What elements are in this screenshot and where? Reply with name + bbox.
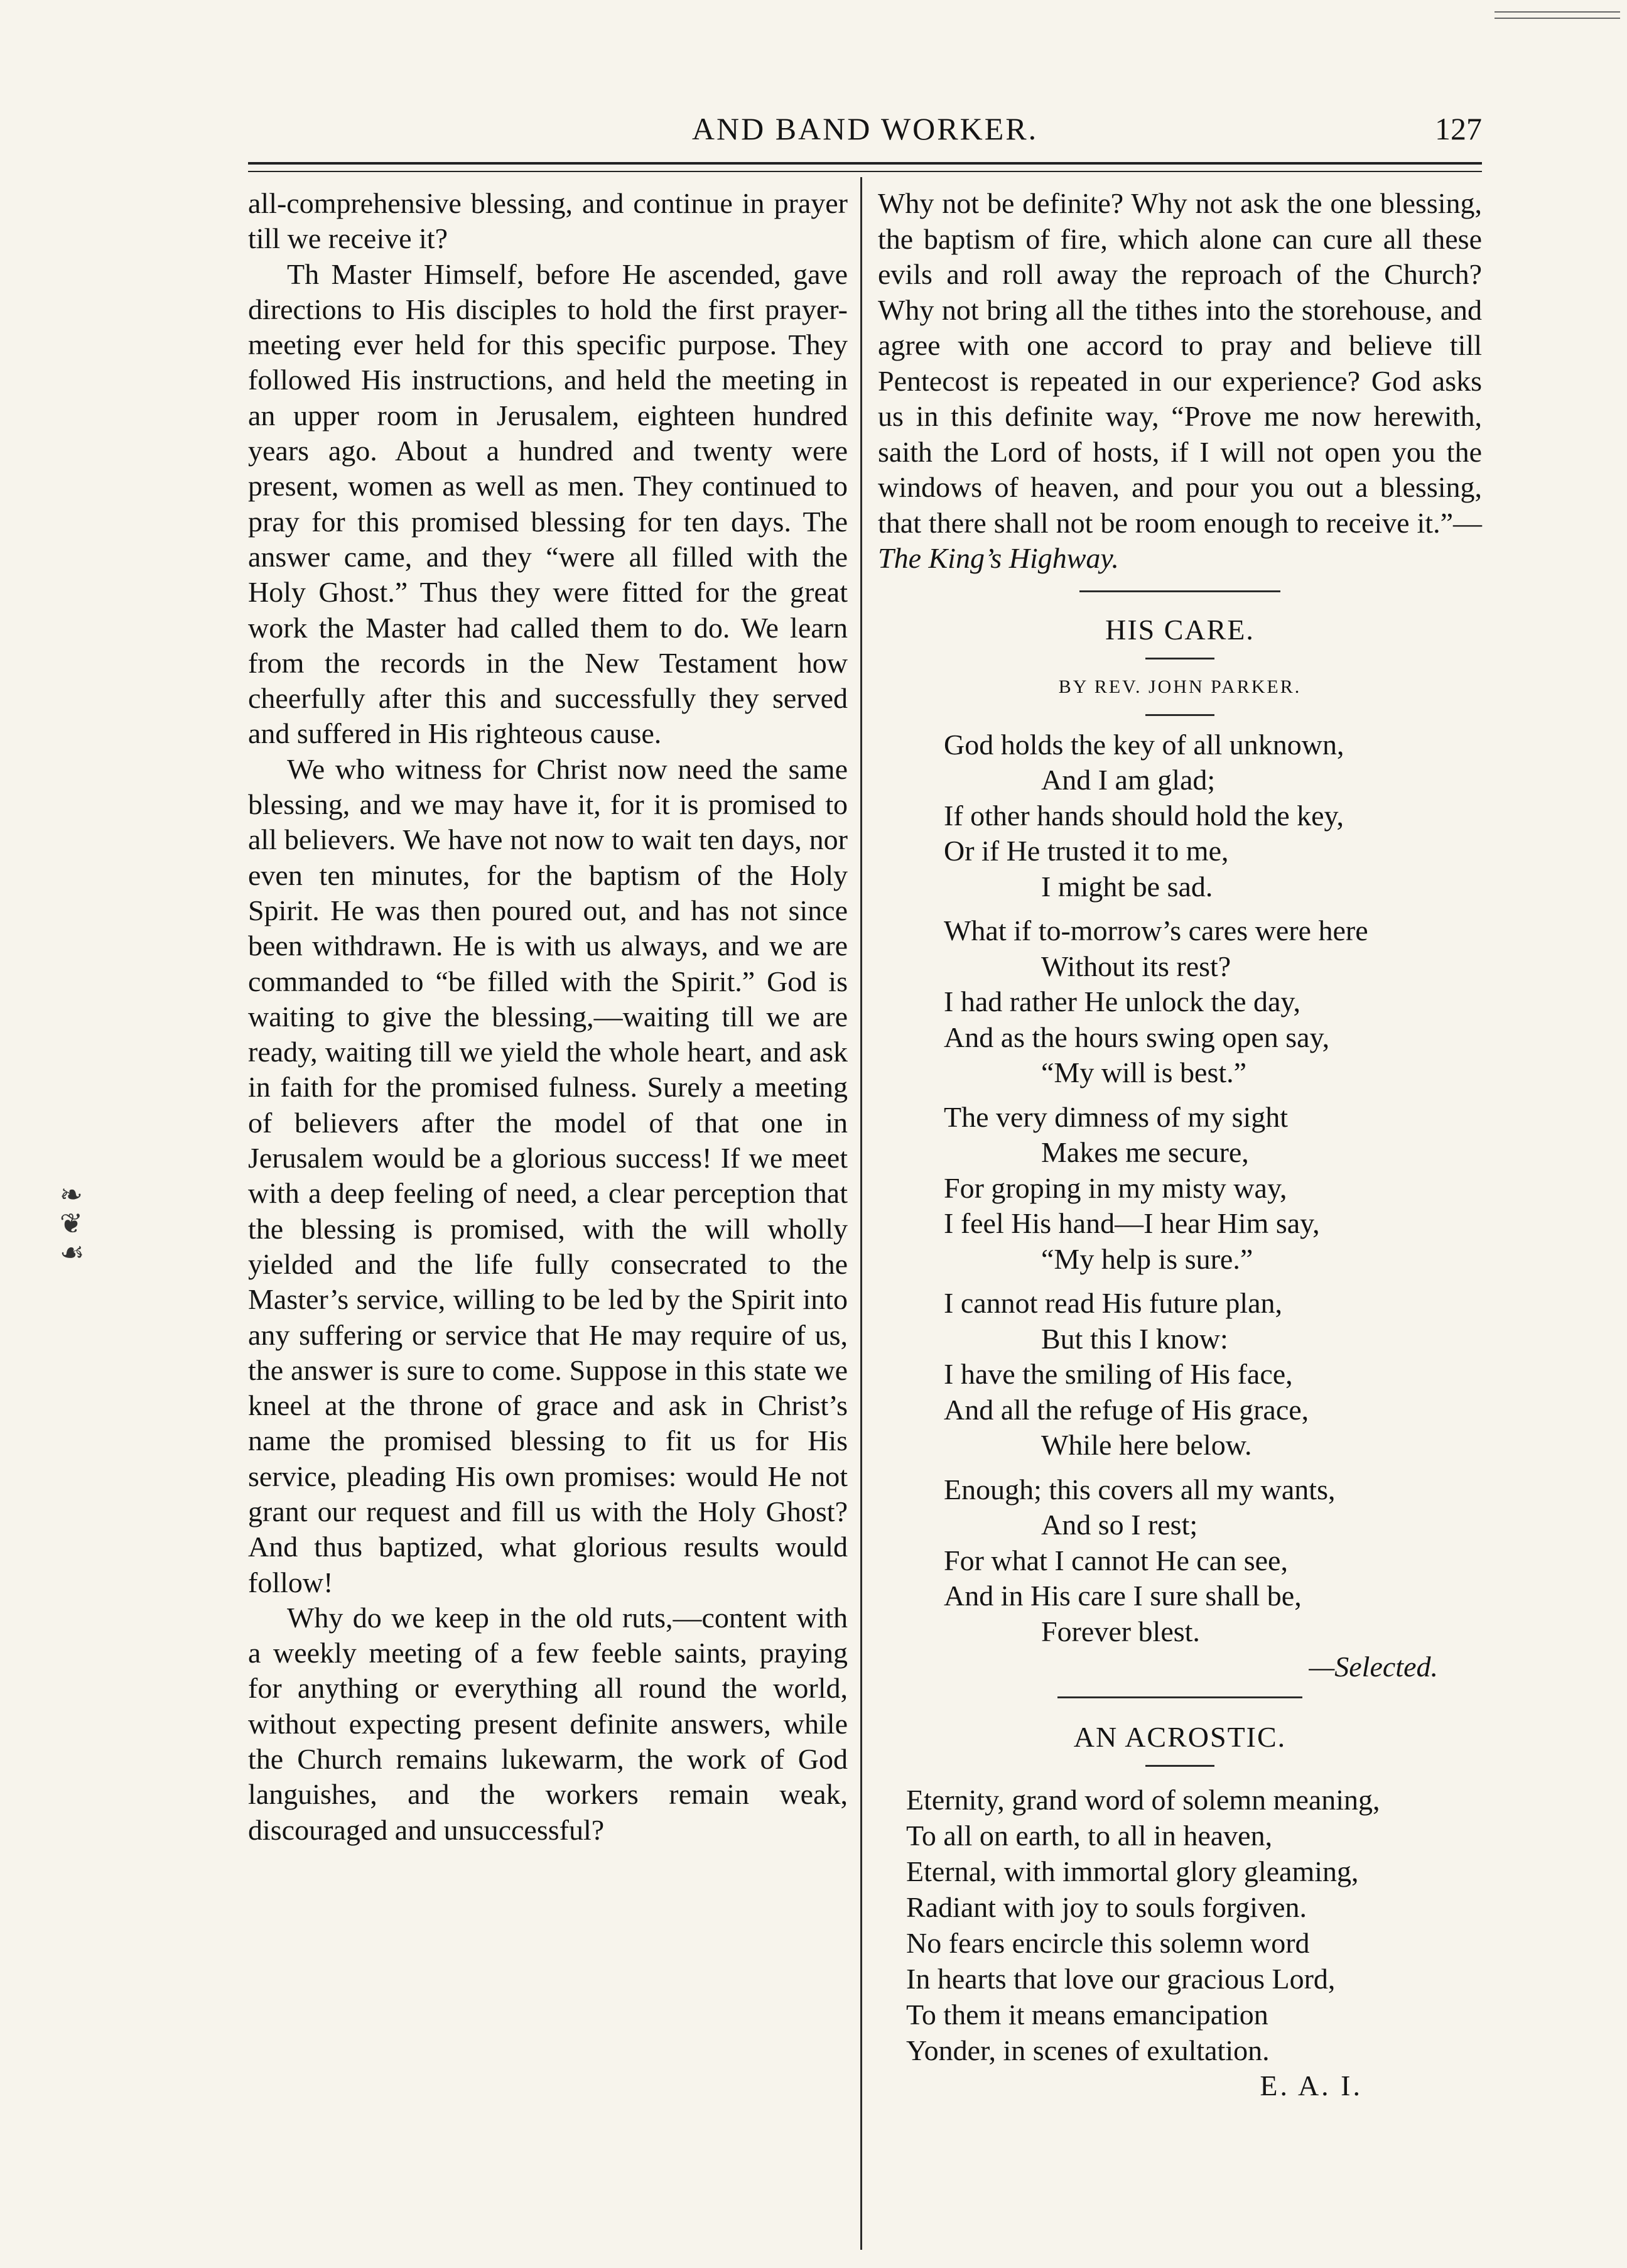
poem-line: The very dimness of my sight bbox=[944, 1100, 1289, 1133]
continuation-source: The King’s Highway. bbox=[878, 542, 1119, 574]
poem-line: And so I rest; bbox=[1041, 1509, 1198, 1541]
acrostic-signature: E. A. I. bbox=[1260, 2070, 1363, 2102]
paragraph: Why do we keep in the old ruts,—content with a weekly meeting of a few feeble saints, praying for anything or everything all round the world, without expecting present definite answers, while the Church remains lukewarm, the work of God languishes, and the workers remain weak, discouraged and unsuccessful? bbox=[248, 1601, 848, 1846]
acrostic-line: To them it means emancipation bbox=[906, 1999, 1268, 2031]
acrostic-line: Yonder, in scenes of exultation. bbox=[906, 2034, 1270, 2066]
acrostic-line: Eternity, grand word of solemn meaning, bbox=[906, 1784, 1380, 1816]
acrostic-line: No fears encircle this solemn word bbox=[906, 1927, 1310, 1959]
acrostic-line: Eternal, with immortal glory gleaming, bbox=[906, 1855, 1359, 1887]
poem-stanza bbox=[944, 1100, 1482, 1278]
corner-scan-line-top bbox=[1495, 11, 1620, 13]
continuation-text: Why not be definite? Why not ask the one blessing, the baptism of fire, which alone can cure all these evils and roll away the reproach of the Church? Why not bring all the tithes into the storehouse, and agree with one accord to pray and believe till Pentecost is repeated in our experience? God asks us in this definite way, “Prove me now herewith, saith the Lord of hosts, if I will not open you the windows of heaven, and pour you out a blessing, that there shall not be room enough to receive it.”— bbox=[878, 187, 1482, 539]
poem-line: And as the hours swing open say, bbox=[944, 1021, 1330, 1053]
poem-line: I had rather He unlock the day, bbox=[944, 985, 1300, 1017]
poem-line: For groping in my misty way, bbox=[944, 1171, 1287, 1204]
left-column bbox=[248, 186, 848, 1848]
poem-line: “My help is sure.” bbox=[1041, 1242, 1253, 1275]
poem-line: For what I cannot He can see, bbox=[944, 1544, 1288, 1576]
poem-line: I feel His hand—I hear Him say, bbox=[944, 1207, 1320, 1239]
running-header bbox=[248, 111, 1482, 155]
poem-line: “My will is best.” bbox=[1041, 1056, 1247, 1088]
header-rule-thick bbox=[248, 162, 1482, 165]
page-number: 127 bbox=[1435, 111, 1482, 146]
byline-rule bbox=[1145, 714, 1214, 716]
corner-scan-line-bottom bbox=[1495, 18, 1620, 19]
poem-line: Or if He trusted it to me, bbox=[944, 835, 1229, 867]
acrostic-poem bbox=[906, 1782, 1482, 2068]
poem-credit: —Selected. bbox=[1309, 1651, 1438, 1683]
poem-stanza bbox=[944, 1472, 1482, 1650]
poem-line: I have the smiling of His face, bbox=[944, 1358, 1293, 1390]
acrostic-title: AN ACROSTIC. bbox=[1073, 1720, 1287, 1753]
poem-line: And all the refuge of His grace, bbox=[944, 1393, 1309, 1426]
poem-line: Makes me secure, bbox=[1041, 1136, 1249, 1168]
section-rule bbox=[1057, 1696, 1302, 1698]
title-rule bbox=[1145, 1765, 1214, 1767]
poem-line: I cannot read His future plan, bbox=[944, 1287, 1283, 1319]
article-continuation bbox=[878, 186, 1482, 577]
paragraph-continued: all-comprehensive blessing, and continue in prayer till we receive it? bbox=[248, 187, 848, 255]
poem-stanza bbox=[944, 913, 1482, 1091]
poem-line: And in His care I sure shall be, bbox=[944, 1580, 1302, 1612]
poem-line: And I am glad; bbox=[1041, 764, 1216, 796]
poem-line: Without its rest? bbox=[1041, 950, 1231, 982]
poem-line: Forever blest. bbox=[1041, 1615, 1200, 1647]
title-rule bbox=[1145, 658, 1214, 659]
acrostic-line: In hearts that love our gracious Lord, bbox=[906, 1963, 1336, 1995]
poem-line: If other hands should hold the key, bbox=[944, 799, 1344, 832]
poem-title: HIS CARE. bbox=[1105, 613, 1255, 646]
poem-line: What if to-morrow’s cares were here bbox=[944, 914, 1368, 947]
poem-stanza bbox=[944, 1286, 1482, 1463]
acrostic-line: To all on earth, to all in heaven, bbox=[906, 1820, 1273, 1852]
margin-ornament-icon: ❧ ❦ ☙ bbox=[60, 1180, 85, 1268]
section-rule bbox=[1079, 590, 1280, 592]
header-rule-thin bbox=[248, 171, 1482, 172]
poem-line: But this I know: bbox=[1041, 1322, 1228, 1355]
acrostic-line: Radiant with joy to souls forgiven. bbox=[906, 1891, 1307, 1923]
paragraph: Th Master Himself, before He ascended, gave directions to His disciples to hold the first prayer-meeting ever held for this specific purpose. They followed His instructions, and held the meeting in an upper room in Jerusalem, eighteen hundred years ago. About a hundred and twenty were present, women as well as men. They continued to pray for this promised blessing for ten days. The answer came, and they “were all filled with the Holy Ghost.” Thus they were fitted for the great work the Master had called them to do. We learn from the records in the New Testament how cheerfully after this and successfully they served and suffered in His righteous cause. bbox=[248, 258, 848, 750]
poem-stanza bbox=[944, 727, 1482, 905]
column-divider bbox=[860, 177, 862, 2250]
poem-line: While here below. bbox=[1041, 1429, 1252, 1461]
poem-byline: BY REV. JOHN PARKER. bbox=[1058, 676, 1302, 697]
poem-line: Enough; this covers all my wants, bbox=[944, 1473, 1336, 1506]
right-column bbox=[878, 186, 1482, 2104]
poem-line: God holds the key of all unknown, bbox=[944, 728, 1344, 761]
running-title: AND BAND WORKER. bbox=[691, 111, 1039, 146]
poem-line: I might be sad. bbox=[1041, 870, 1213, 903]
paragraph: We who witness for Christ now need the same blessing, and we may have it, for it is promised to all believers. We have not now to wait ten days, nor even ten minutes, for the baptism of the Holy Spirit. He was then poured out, and has not since been withdrawn. He is with us always, and we are commanded to “be filled with the Spirit.” God is waiting to give the blessing,—waiting till we are ready, waiting till we yield the whole heart, and ask in faith for the promised fulness. Surely a meeting of believers after the model of that one in Jerusalem would be a glorious success! If we meet with a deep feeling of need, a clear perception that the blessing is promised, with the will wholly yielded and the life fully consecrated to the Master’s service, willing to be led by the Spirit into any suffering or service that He may require of us, the answer is sure to come. Suppose in this state we kneel at the throne of grace and ask in Christ’s name the promised blessing to fit us for His service, pleading His own promises: would He not grant our request and fill us with the Holy Ghost? And thus baptized, what glorious results would follow! bbox=[248, 752, 848, 1598]
